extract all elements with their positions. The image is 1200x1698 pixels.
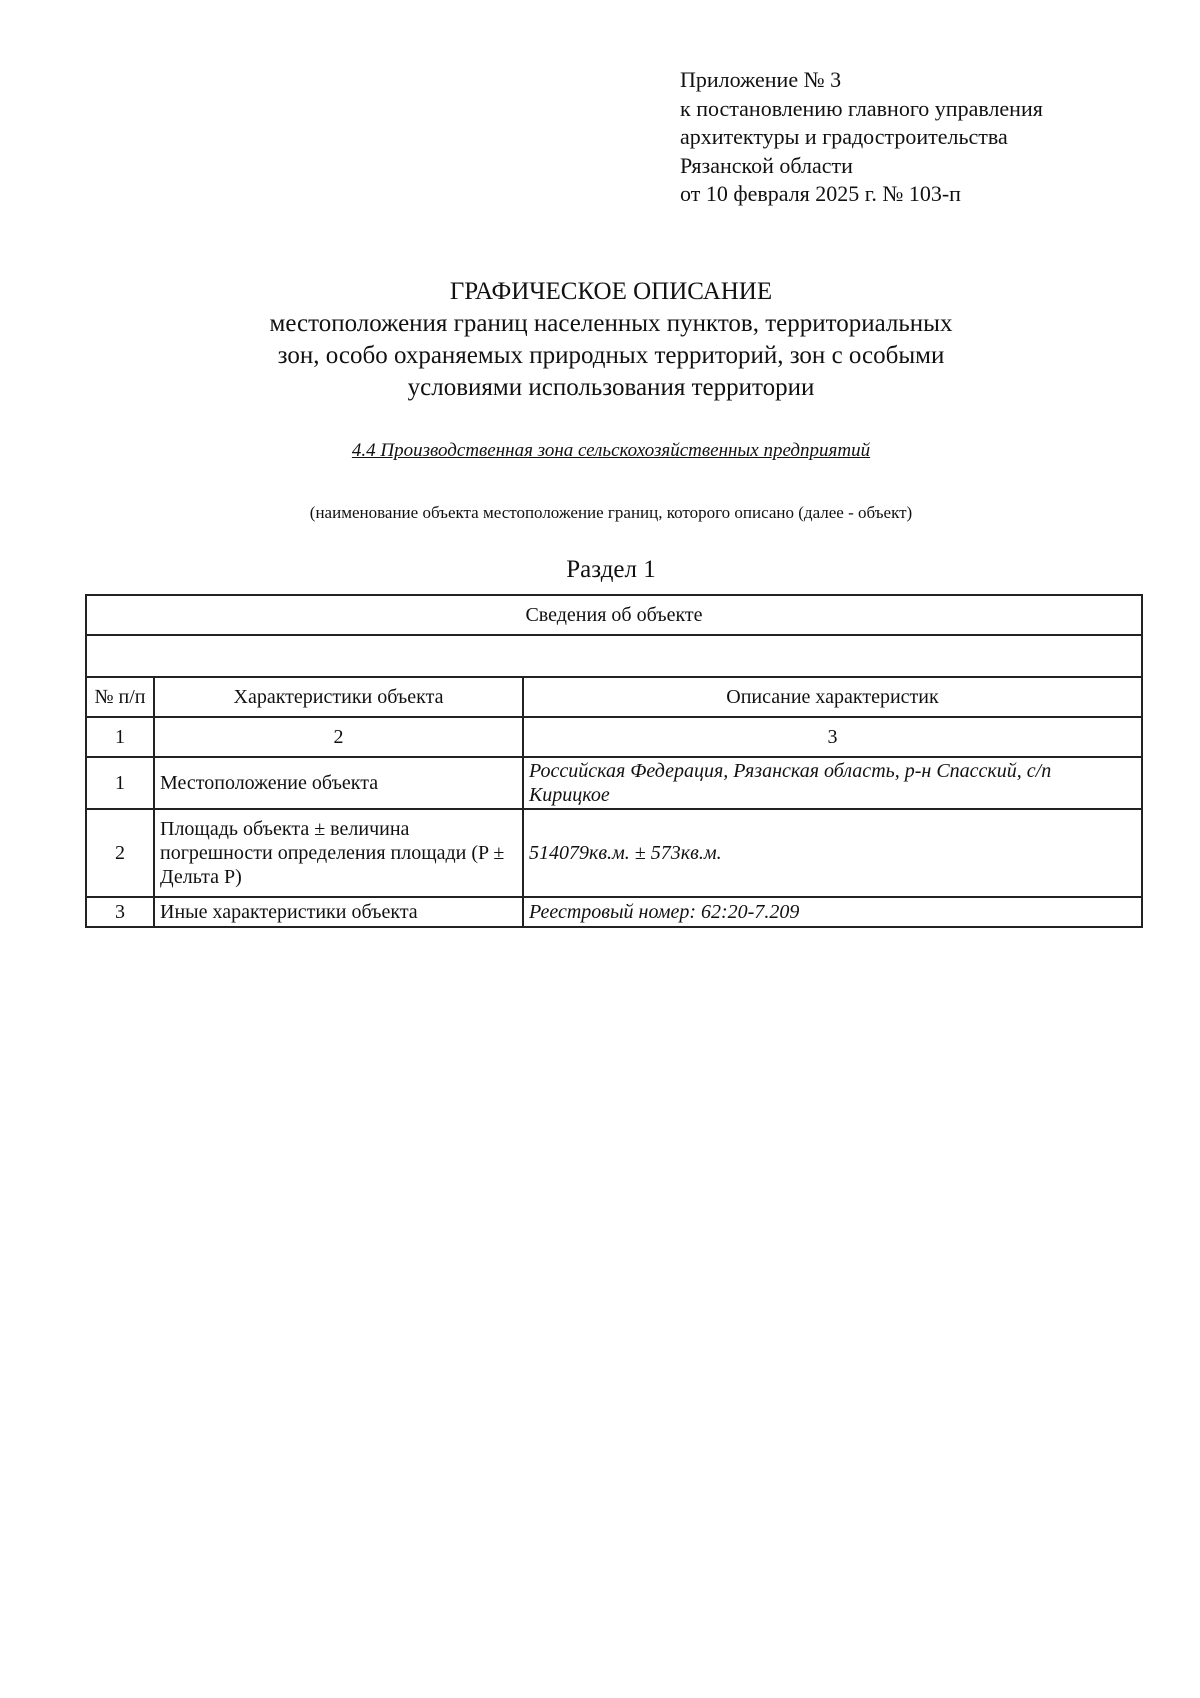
table-empty-row: [86, 635, 1142, 677]
row-characteristic: Площадь объекта ± величина погрешности определения площади (P ± Дельта P): [154, 809, 523, 897]
appendix-line: Рязанской области: [680, 152, 853, 178]
title-line: зон, особо охраняемых природных территорий, зон с особыми: [277, 342, 945, 369]
object-info-table: [85, 594, 1143, 928]
table-empty-cell: [86, 635, 1142, 677]
row-description: Российская Федерация, Рязанская область, р-н Спасский, с/п Кирицкое: [523, 757, 1142, 809]
table-row: [86, 897, 1142, 927]
table-heading-row: [86, 595, 1142, 635]
row-number: 1: [86, 757, 154, 809]
table-heading: Сведения об объекте: [86, 595, 1142, 635]
column-number: 3: [523, 717, 1142, 757]
table-column-header-row: [86, 677, 1142, 717]
object-caption: (наименование объекта местоположение границ, которого описано (далее - объект): [309, 503, 913, 522]
row-characteristic: Местоположение объекта: [154, 757, 523, 809]
row-description: 514079кв.м. ± 573кв.м.: [523, 809, 1142, 897]
row-description: Реестровый номер: 62:20-7.209: [523, 897, 1142, 927]
object-name: 4.4 Производственная зона сельскохозяйственных предприятий: [351, 440, 871, 461]
appendix-line: Приложение № 3: [680, 67, 842, 92]
title-line: условиями использования территории: [407, 374, 815, 401]
row-number: 3: [86, 897, 154, 927]
row-characteristic: Иные характеристики объекта: [154, 897, 523, 927]
column-header-description: Описание характеристик: [523, 677, 1142, 717]
title-line: местоположения границ населенных пунктов, территориальных: [269, 310, 953, 337]
table-row: [86, 757, 1142, 809]
column-number: 1: [86, 717, 154, 757]
document-title: [0, 276, 1200, 404]
title-heading: ГРАФИЧЕСКОЕ ОПИСАНИЕ: [449, 278, 773, 305]
appendix-block: [680, 66, 1043, 209]
column-number: 2: [154, 717, 523, 757]
column-header-characteristic: Характеристики объекта: [154, 677, 523, 717]
table-row: [86, 809, 1142, 897]
section-title: Раздел 1: [566, 556, 656, 583]
row-number: 2: [86, 809, 154, 897]
appendix-line: от 10 февраля 2025 г. № 103-п: [680, 181, 961, 206]
column-header-num: № п/п: [86, 677, 154, 717]
appendix-line: архитектуры и градостроительства: [680, 124, 1008, 149]
table-column-number-row: [86, 717, 1142, 757]
appendix-line: к постановлению главного управления: [680, 95, 1043, 121]
